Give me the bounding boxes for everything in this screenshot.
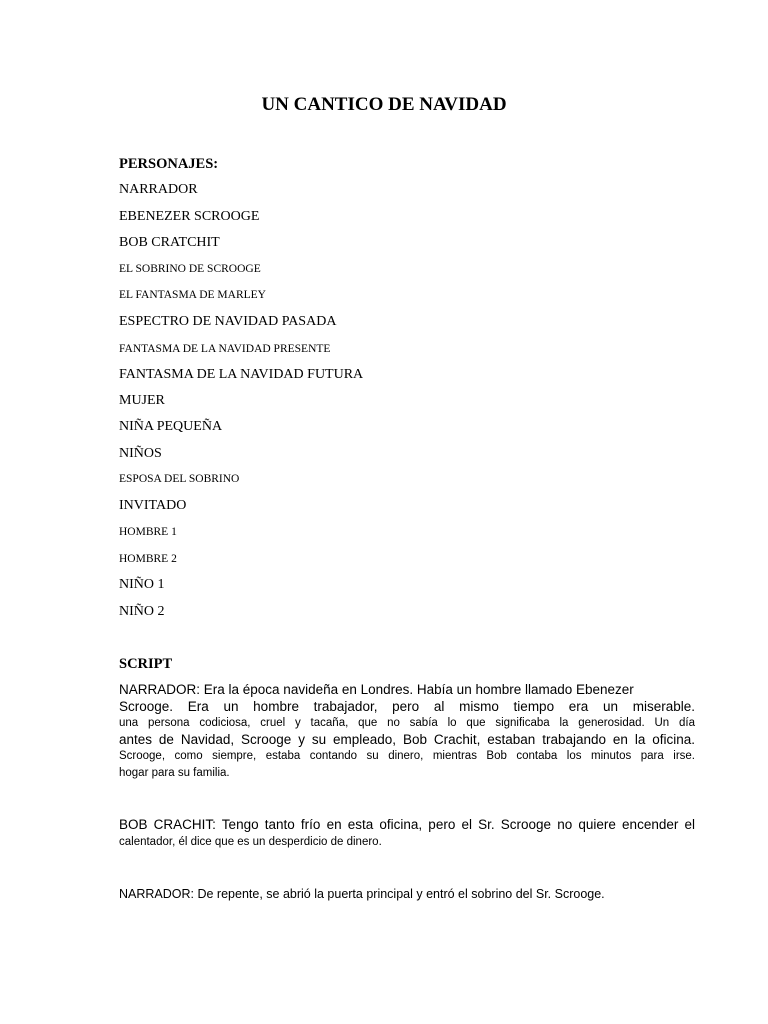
character-item: EL FANTASMA DE MARLEY [119, 289, 266, 301]
character-item: BOB CRATCHIT [119, 235, 220, 250]
character-item: NIÑO 1 [119, 577, 165, 592]
character-item: MUJER [119, 393, 165, 408]
paragraph-line: NARRADOR: Era la época navideña en Londres. Había un hombre llamado Ebenezer [119, 682, 634, 697]
script-heading: SCRIPT [119, 656, 173, 672]
paragraph-line: Scrooge. Era un hombre trabajador, pero al mismo tiempo era un miserable. [119, 698, 695, 714]
character-item: HOMBRE 2 [119, 553, 177, 565]
character-item: FANTASMA DE LA NAVIDAD FUTURA [119, 367, 364, 382]
character-item: NIÑA PEQUEÑA [119, 419, 223, 434]
paragraph-line: calentador, él dice que es un desperdicio de dinero. [119, 835, 382, 848]
character-item: NIÑOS [119, 446, 162, 461]
character-item: INVITADO [119, 498, 187, 513]
character-item: EL SOBRINO DE SCROOGE [119, 263, 261, 275]
script-paragraph [119, 886, 695, 903]
paragraph-line: BOB CRACHIT: Tengo tanto frío en esta oficina, pero el Sr. Scrooge no quiere encender el [119, 817, 695, 832]
document-title: UN CANTICO DE NAVIDAD [261, 94, 507, 115]
character-item: NARRADOR [119, 182, 198, 197]
character-item: FANTASMA DE LA NAVIDAD PRESENTE [119, 343, 331, 355]
character-item: NIÑO 2 [119, 604, 165, 619]
character-item: ESPECTRO DE NAVIDAD PASADA [119, 314, 337, 329]
paragraph-line: una persona codiciosa, cruel y tacaña, que no sabía lo que significaba la generosidad. Un día [119, 717, 695, 729]
paragraph-line: antes de Navidad, Scrooge y su empleado, Bob Crachit, estaban trabajando en la oficina. [119, 731, 695, 747]
character-item: ESPOSA DEL SOBRINO [119, 473, 240, 485]
paragraph-line: NARRADOR: De repente, se abrió la puerta principal y entró el sobrino del Sr. Scrooge. [119, 887, 605, 901]
characters-heading: PERSONAJES: [119, 156, 219, 172]
paragraph-line: Scrooge, como siempre, estaba contando su dinero, mientras Bob contaba los minutos para irse. [119, 750, 695, 762]
character-item: EBENEZER SCROOGE [119, 209, 260, 224]
character-item: HOMBRE 1 [119, 526, 177, 538]
script-paragraph [119, 682, 695, 781]
paragraph-line: hogar para su familia. [119, 766, 230, 779]
script-paragraph [119, 817, 695, 850]
